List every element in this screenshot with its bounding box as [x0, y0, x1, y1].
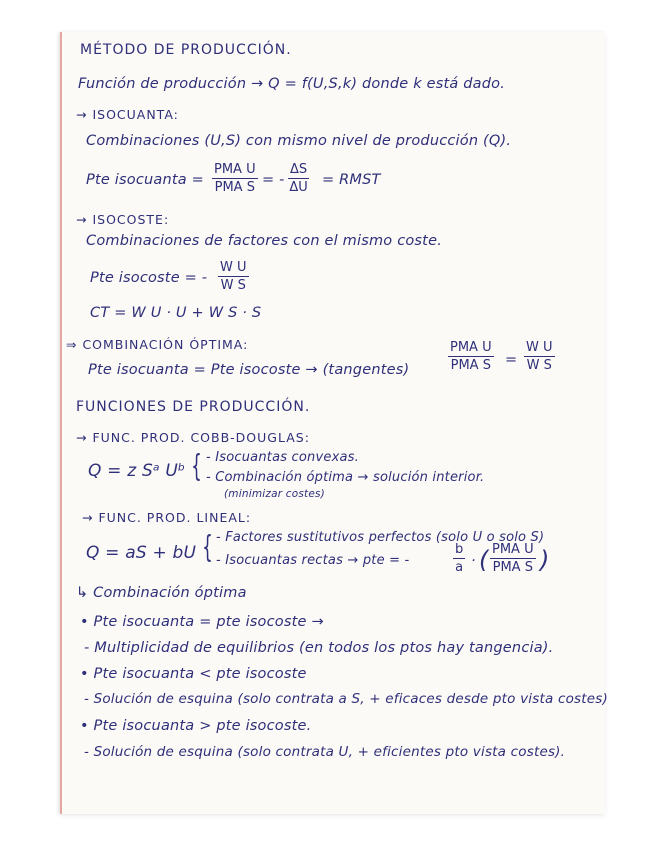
lineal-heading: → FUNC. PROD. LINEAL: [82, 510, 252, 525]
fraction-denominator: W S [526, 358, 552, 373]
combinacion-equals: = [505, 352, 518, 368]
brace-icon: { [202, 530, 213, 565]
isocuanta-fraction-pma [212, 162, 258, 195]
fraction-numerator: W U [220, 260, 247, 275]
cobb-douglas-heading: → FUNC. PROD. COBB-DOUGLAS: [76, 430, 310, 445]
isocuanta-description: Combinaciones (U,S) con mismo nivel de producción (Q). [86, 133, 512, 149]
fraction-numerator: PMA U [492, 542, 534, 557]
lineal-fraction-ba [453, 542, 465, 575]
case-greater: • Pte isocuanta > pte isocoste. [80, 718, 312, 734]
fraction-denominator: a [455, 560, 464, 575]
rmst-label: = RMST [322, 172, 381, 188]
isocuanta-heading: → ISOCUANTA: [76, 107, 179, 122]
cobb-point-convexas: - Isocuantas convexas. [206, 450, 359, 465]
fraction-denominator: PMA S [492, 560, 533, 575]
lineal-point-rectas: - Isocuantas rectas → pte = - [216, 553, 410, 568]
fraction-denominator: PMA S [450, 358, 491, 373]
isocoste-fraction [218, 260, 249, 293]
paren-open-icon: ( [479, 546, 489, 574]
lineal-dot: · [471, 553, 476, 569]
cobb-point-interior: - Combinación óptima → solución interior. [206, 470, 485, 485]
lineal-point-sustitutivos: - Factores sustitutivos perfectos (solo U o solo S) [216, 530, 545, 545]
pte-isocoste-label: Pte isocoste = - [90, 270, 208, 286]
case-equal: • Pte isocuanta = pte isocoste → [80, 614, 324, 630]
fraction-numerator: b [455, 542, 464, 557]
combinacion-optima-subheading: ↳ Combinación óptima [76, 585, 247, 601]
isocuanta-minus: = - [262, 172, 285, 188]
isocoste-description: Combinaciones de factores con el mismo coste. [86, 233, 443, 249]
brace-icon: { [191, 449, 202, 484]
fraction-numerator: PMA U [450, 340, 492, 355]
lineal-formula: Q = aS + bU [86, 543, 197, 563]
pte-isocuanta-label: Pte isocuanta = [86, 172, 204, 188]
fraction-denominator: PMA S [214, 180, 255, 195]
case-less: • Pte isocuanta < pte isocoste [80, 666, 307, 682]
fraction-denominator: ΔU [289, 180, 308, 195]
cobb-note-minimizar: (minimizar costes) [224, 488, 325, 500]
case-equal-result: - Multiplicidad de equilibrios (en todos los ptos hay tangencia). [84, 640, 554, 656]
margin-line [60, 32, 62, 814]
lineal-fraction-pma [490, 542, 536, 575]
page-title: MÉTODO DE PRODUCCIÓN. [80, 42, 292, 58]
isocoste-heading: → ISOCOSTE: [76, 212, 170, 227]
fraction-numerator: W U [526, 340, 553, 355]
case-less-result: - Solución de esquina (solo contrata a S, + eficaces desde pto vista costes) [84, 691, 608, 707]
cobb-douglas-formula: Q = z Sᵃ Uᵇ [88, 461, 186, 481]
funcion-produccion-line: Función de producción → Q = f(U,S,k) donde k está dado. [78, 76, 506, 92]
combinacion-optima-heading: ⇒ COMBINACIÓN ÓPTIMA: [66, 337, 249, 352]
combinacion-fraction-pma [448, 340, 494, 373]
fraction-numerator: ΔS [290, 162, 308, 177]
combinacion-fraction-w [524, 340, 555, 373]
coste-total-formula: CT = W U · U + W S · S [90, 305, 262, 321]
fraction-numerator: PMA U [214, 162, 256, 177]
paren-close-icon: ) [540, 546, 550, 574]
isocuanta-fraction-delta [288, 162, 309, 195]
fraction-denominator: W S [220, 278, 246, 293]
combinacion-optima-line: Pte isocuanta = Pte isocoste → (tangentes) [88, 362, 410, 378]
case-greater-result: - Solución de esquina (solo contrata U, + eficientes pto vista costes). [84, 744, 566, 760]
funciones-produccion-heading: FUNCIONES DE PRODUCCIÓN. [76, 399, 311, 415]
